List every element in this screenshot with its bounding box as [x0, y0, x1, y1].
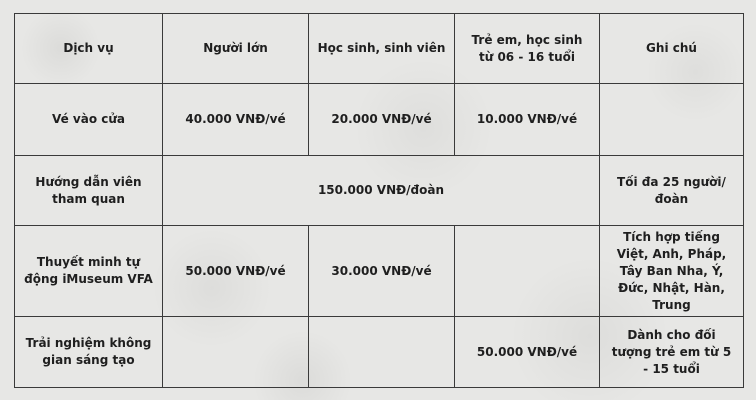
cell-service: Thuyết minh tự động iMuseum VFA	[15, 226, 163, 317]
cell-student-price: 20.000 VNĐ/vé	[309, 84, 455, 156]
cell-note: Tối đa 25 người/đoàn	[600, 156, 744, 226]
cell-adult-price: 40.000 VNĐ/vé	[163, 84, 309, 156]
cell-service: Vé vào cửa	[15, 84, 163, 156]
header-student: Học sinh, sinh viên	[309, 14, 455, 84]
cell-adult-price	[163, 317, 309, 388]
cell-adult-price: 50.000 VNĐ/vé	[163, 226, 309, 317]
header-child: Trẻ em, học sinh từ 06 - 16 tuổi	[455, 14, 600, 84]
cell-note: Tích hợp tiếng Việt, Anh, Pháp, Tây Ban Nha, Ý, Đức, Nhật, Hàn, Trung	[600, 226, 744, 317]
table-row	[15, 317, 744, 388]
cell-note: Dành cho đối tượng trẻ em từ 5 - 15 tuổi	[600, 317, 744, 388]
header-service: Dịch vụ	[15, 14, 163, 84]
cell-child-price: 10.000 VNĐ/vé	[455, 84, 600, 156]
table-row	[15, 226, 744, 317]
cell-note	[600, 84, 744, 156]
table-row	[15, 156, 744, 226]
cell-service: Trải nghiệm không gian sáng tạo	[15, 317, 163, 388]
cell-student-price: 30.000 VNĐ/vé	[309, 226, 455, 317]
price-table-container	[14, 13, 743, 387]
table-row	[15, 84, 744, 156]
header-adult: Người lớn	[163, 14, 309, 84]
table-header-row	[15, 14, 744, 84]
cell-service: Hướng dẫn viên tham quan	[15, 156, 163, 226]
cell-merged-price: 150.000 VNĐ/đoàn	[163, 156, 600, 226]
cell-child-price: 50.000 VNĐ/vé	[455, 317, 600, 388]
price-table	[14, 13, 744, 388]
header-note: Ghi chú	[600, 14, 744, 84]
cell-student-price	[309, 317, 455, 388]
cell-child-price	[455, 226, 600, 317]
